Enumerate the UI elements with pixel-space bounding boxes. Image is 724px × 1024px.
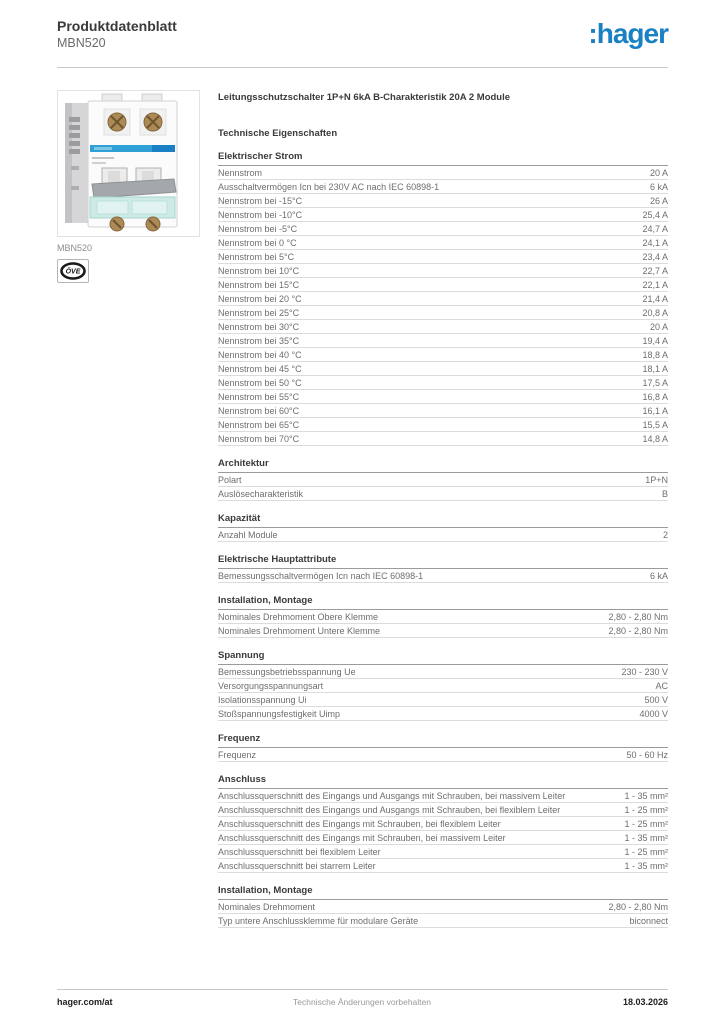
- spec-row-label: Polart: [218, 475, 242, 485]
- spec-row-value: 17,5 A: [642, 378, 668, 388]
- spec-row: [218, 250, 668, 264]
- spec-section: [218, 554, 668, 583]
- footer-website: hager.com/at: [57, 997, 113, 1007]
- spec-row: [218, 320, 668, 334]
- spec-row: [218, 432, 668, 446]
- spec-row-value: 20 A: [649, 322, 668, 332]
- spec-row: [218, 404, 668, 418]
- spec-row: [218, 831, 668, 845]
- spec-row: [218, 334, 668, 348]
- spec-row-value: 1 - 35 mm²: [624, 791, 668, 801]
- spec-row: [218, 222, 668, 236]
- spec-row-value: 20 A: [649, 168, 668, 178]
- spec-section-title: Installation, Montage: [218, 595, 668, 610]
- spec-row-label: Anschlussquerschnitt des Eingangs mit Schrauben, bei massivem Leiter: [218, 833, 506, 843]
- spec-row: [218, 528, 668, 542]
- spec-row-value: 50 - 60 Hz: [626, 750, 668, 760]
- spec-section: [218, 733, 668, 762]
- spec-row-value: biconnect: [629, 916, 668, 926]
- spec-row-value: 500 V: [644, 695, 668, 705]
- header-divider: [57, 67, 668, 68]
- footer-divider: [57, 989, 668, 990]
- spec-row-value: 21,4 A: [642, 294, 668, 304]
- spec-row: [218, 348, 668, 362]
- spec-row-value: 1 - 35 mm²: [624, 833, 668, 843]
- spec-row-label: Frequenz: [218, 750, 257, 760]
- spec-row-value: 16,8 A: [642, 392, 668, 402]
- spec-row-value: 2: [662, 530, 668, 540]
- spec-row-label: Bemessungsschaltvermögen Icn nach IEC 60898-1: [218, 571, 424, 581]
- spec-row-label: Anschlussquerschnitt bei starrem Leiter: [218, 861, 376, 871]
- spec-section: [218, 774, 668, 873]
- product-image-caption: MBN520: [57, 243, 93, 253]
- spec-row-value: 6 kA: [649, 182, 668, 192]
- spec-row-value: 22,7 A: [642, 266, 668, 276]
- hager-logo: :hager: [588, 18, 668, 49]
- spec-row-label: Nennstrom bei 70°C: [218, 434, 300, 444]
- spec-row: [218, 180, 668, 194]
- spec-row-label: Nominales Drehmoment: [218, 902, 316, 912]
- spec-row: [218, 900, 668, 914]
- spec-section-title: Elektrische Hauptattribute: [218, 554, 668, 569]
- spec-row-label: Ausschaltvermögen Icn bei 230V AC nach IEC 60898-1: [218, 182, 440, 192]
- spec-section-title: Architektur: [218, 458, 668, 473]
- spec-row-label: Nennstrom bei -15°C: [218, 196, 303, 206]
- spec-row-label: Nominales Drehmoment Untere Klemme: [218, 626, 381, 636]
- svg-text:ÖVE: ÖVE: [65, 268, 81, 276]
- oeve-certification-mark: [57, 259, 89, 283]
- spec-row-label: Bemessungsbetriebsspannung Ue: [218, 667, 356, 677]
- footer-date: 18.03.2026: [622, 997, 668, 1007]
- spec-row-label: Typ untere Anschlussklemme für modulare Geräte: [218, 916, 419, 926]
- spec-section-title: Installation, Montage: [218, 885, 668, 900]
- spec-section: [218, 513, 668, 542]
- spec-row-label: Anschlussquerschnitt des Eingangs mit Schrauben, bei flexiblem Leiter: [218, 819, 501, 829]
- spec-row-label: Nominales Drehmoment Obere Klemme: [218, 612, 379, 622]
- footer-disclaimer: Technische Änderungen vorbehalten: [293, 997, 431, 1007]
- spec-row: [218, 803, 668, 817]
- spec-row-value: 18,8 A: [642, 350, 668, 360]
- spec-row: [218, 707, 668, 721]
- spec-row-value: 19,4 A: [642, 336, 668, 346]
- spec-section: [218, 885, 668, 928]
- spec-row-value: 230 - 230 V: [621, 667, 668, 677]
- spec-row: [218, 362, 668, 376]
- spec-row: [218, 748, 668, 762]
- spec-row: [218, 610, 668, 624]
- spec-row-value: 26 A: [649, 196, 668, 206]
- spec-row-value: 23,4 A: [642, 252, 668, 262]
- spec-row-label: Nennstrom bei 0 °C: [218, 238, 297, 248]
- spec-section: [218, 458, 668, 501]
- spec-section: [218, 650, 668, 721]
- spec-row: [218, 679, 668, 693]
- spec-row: [218, 166, 668, 180]
- spec-row: [218, 914, 668, 928]
- spec-row: [218, 418, 668, 432]
- spec-section-title: Frequenz: [218, 733, 668, 748]
- spec-row-label: Nennstrom bei 55°C: [218, 392, 300, 402]
- spec-row-label: Isolationsspannung Ui: [218, 695, 307, 705]
- spec-row: [218, 487, 668, 501]
- spec-row: [218, 264, 668, 278]
- spec-column: [218, 92, 668, 928]
- spec-row-label: Nennstrom: [218, 168, 263, 178]
- spec-row-value: 25,4 A: [642, 210, 668, 220]
- spec-row-value: 1 - 25 mm²: [624, 847, 668, 857]
- spec-row: [218, 624, 668, 638]
- spec-row-label: Versorgungsspannungsart: [218, 681, 324, 691]
- spec-row-value: 24,1 A: [642, 238, 668, 248]
- spec-row-label: Anschlussquerschnitt des Eingangs und Ausgangs mit Schrauben, bei massivem Leiter: [218, 791, 566, 801]
- spec-row: [218, 194, 668, 208]
- product-title: Leitungsschutzschalter 1P+N 6kA B-Charakteristik 20A 2 Module: [218, 92, 511, 103]
- spec-row-label: Anzahl Module: [218, 530, 278, 540]
- spec-row-value: 1 - 25 mm²: [624, 819, 668, 829]
- spec-row-value: 15,5 A: [642, 420, 668, 430]
- spec-row-value: 1P+N: [645, 475, 668, 485]
- spec-row: [218, 236, 668, 250]
- spec-row: [218, 569, 668, 583]
- spec-row: [218, 817, 668, 831]
- spec-row-value: 1 - 35 mm²: [624, 861, 668, 871]
- spec-row-value: AC: [655, 681, 668, 691]
- spec-row-value: 20,8 A: [642, 308, 668, 318]
- spec-row-label: Stoßspannungsfestigkeit Uimp: [218, 709, 341, 719]
- spec-sections: [218, 151, 668, 928]
- document-subtitle: MBN520: [57, 36, 106, 50]
- spec-row: [218, 665, 668, 679]
- spec-row-label: Nennstrom bei 30°C: [218, 322, 300, 332]
- spec-section: [218, 151, 668, 446]
- document-title: Produktdatenblatt: [57, 18, 177, 34]
- spec-section-title: Kapazität: [218, 513, 668, 528]
- spec-section-title: Anschluss: [218, 774, 668, 789]
- spec-row-value: 16,1 A: [642, 406, 668, 416]
- spec-row-label: Anschlussquerschnitt bei flexiblem Leiter: [218, 847, 381, 857]
- spec-row-value: 24,7 A: [642, 224, 668, 234]
- spec-row-value: 2,80 - 2,80 Nm: [608, 612, 668, 622]
- spec-row-value: 4000 V: [639, 709, 668, 719]
- spec-row: [218, 859, 668, 873]
- spec-row-label: Nennstrom bei 5°C: [218, 252, 295, 262]
- spec-row-label: Nennstrom bei 40 °C: [218, 350, 302, 360]
- spec-row-label: Nennstrom bei -10°C: [218, 210, 303, 220]
- spec-row-value: 2,80 - 2,80 Nm: [608, 902, 668, 912]
- spec-row-label: Anschlussquerschnitt des Eingangs und Ausgangs mit Schrauben, bei flexiblem Leiter: [218, 805, 561, 815]
- spec-row-value: 18,1 A: [642, 364, 668, 374]
- spec-row-label: Nennstrom bei 20 °C: [218, 294, 302, 304]
- spec-row: [218, 208, 668, 222]
- spec-row-value: 6 kA: [649, 571, 668, 581]
- spec-section-title: Spannung: [218, 650, 668, 665]
- spec-row-label: Nennstrom bei 35°C: [218, 336, 300, 346]
- oeve-logo-icon: [60, 262, 86, 280]
- spec-row: [218, 390, 668, 404]
- spec-row: [218, 292, 668, 306]
- spec-row: [218, 306, 668, 320]
- spec-section: [218, 595, 668, 638]
- spec-heading: Technische Eigenschaften: [218, 128, 338, 139]
- spec-row-label: Nennstrom bei 60°C: [218, 406, 300, 416]
- spec-row-label: Nennstrom bei 25°C: [218, 308, 300, 318]
- spec-row-label: Nennstrom bei 10°C: [218, 266, 300, 276]
- spec-row: [218, 693, 668, 707]
- spec-row-label: Nennstrom bei 45 °C: [218, 364, 302, 374]
- spec-row: [218, 473, 668, 487]
- product-image: [57, 90, 200, 237]
- spec-row: [218, 278, 668, 292]
- spec-row-label: Auslösecharakteristik: [218, 489, 304, 499]
- circuit-breaker-illustration: [58, 91, 199, 236]
- spec-row: [218, 845, 668, 859]
- spec-row: [218, 376, 668, 390]
- spec-row-value: 2,80 - 2,80 Nm: [608, 626, 668, 636]
- spec-row-value: 22,1 A: [642, 280, 668, 290]
- spec-row-label: Nennstrom bei -5°C: [218, 224, 298, 234]
- spec-section-title: Elektrischer Strom: [218, 151, 668, 166]
- spec-row-label: Nennstrom bei 15°C: [218, 280, 300, 290]
- spec-row-value: 1 - 25 mm²: [624, 805, 668, 815]
- spec-row-label: Nennstrom bei 65°C: [218, 420, 300, 430]
- spec-row-value: 14,8 A: [642, 434, 668, 444]
- spec-row-label: Nennstrom bei 50 °C: [218, 378, 302, 388]
- spec-row: [218, 789, 668, 803]
- spec-row-value: B: [661, 489, 668, 499]
